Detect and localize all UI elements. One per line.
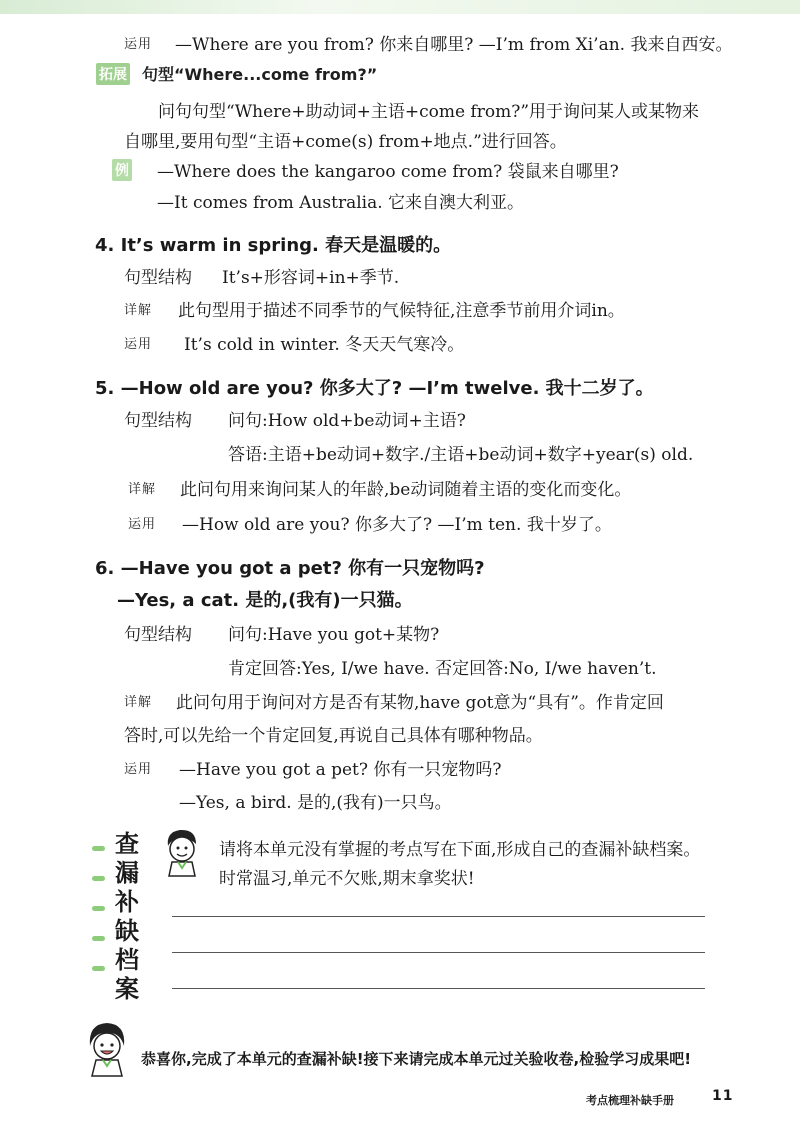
student-boy-icon <box>160 826 204 878</box>
section6-use-label: 运用 <box>124 762 153 777</box>
side-char-5: 档 <box>115 946 139 974</box>
section5-detail-label: 详解 <box>128 482 157 497</box>
writing-line-2[interactable] <box>172 952 705 953</box>
student-girl-icon <box>84 1020 130 1078</box>
side-dash-2 <box>92 876 105 881</box>
section6-heading-line1: 6. —Have you got a pet? 你有一只宠物吗? <box>95 558 485 579</box>
section6-answers: 肯定回答:Yes, I/we have. 否定回答:No, I/we haven’t. <box>228 659 657 679</box>
writing-line-1[interactable] <box>172 916 705 917</box>
congrats-message: 恭喜你,完成了本单元的查漏补缺!接下来请完成本单元过关验收卷,检验学习成果吧! <box>141 1050 692 1068</box>
section4-use-label: 运用 <box>124 337 153 352</box>
section6-detail-line1: 此问句用于询问对方是否有某物,have got意为“具有”。作肯定回 <box>176 693 664 713</box>
example-tag: 例 <box>112 159 132 181</box>
side-char-3: 补 <box>115 888 139 916</box>
section6-detail-label: 详解 <box>124 695 153 710</box>
section4-detail-label: 详解 <box>124 303 153 318</box>
section4-detail: 此句型用于描述不同季节的气候特征,注意季节前用介词in。 <box>178 301 625 321</box>
extension-tag: 拓展 <box>96 63 130 85</box>
extension-para-line1: 问句句型“Where+助动词+主语+come from?”用于询问某人或某物来 <box>158 102 700 122</box>
side-char-2: 漏 <box>115 859 139 887</box>
section6-use-question: —Have you got a pet? 你有一只宠物吗? <box>179 760 502 780</box>
section5-question: 问句:How old+be动词+主语? <box>228 411 466 431</box>
example-question: —Where does the kangaroo come from? 袋鼠来自哪里? <box>157 162 619 182</box>
section6-use-answer: —Yes, a bird. 是的,(我有)一只鸟。 <box>179 793 452 813</box>
section4-structure-label: 句型结构 <box>124 268 192 288</box>
extension-title-text: 句型“Where...come from?” <box>142 65 378 84</box>
footer-book-title: 考点梳理补缺手册 <box>586 1094 674 1107</box>
extension-para-line2: 自哪里,要用句型“主语+come(s) from+地点.”进行回答。 <box>124 132 567 152</box>
section6-detail-line2: 答时,可以先给一个肯定回复,再说自己具体有哪种物品。 <box>124 726 543 746</box>
side-dash-1 <box>92 846 105 851</box>
section6-question: 问句:Have you got+某物? <box>228 625 440 645</box>
top-decoration-band <box>0 0 800 14</box>
section4-use: It’s cold in winter. 冬天天气寒冷。 <box>184 335 465 355</box>
writing-line-3[interactable] <box>172 988 705 989</box>
section6-heading-line2: —Yes, a cat. 是的,(我有)一只猫。 <box>117 590 413 611</box>
side-dash-4 <box>92 936 105 941</box>
section6-structure-label: 句型结构 <box>124 625 192 645</box>
side-dash-3 <box>92 906 105 911</box>
section5-use-label: 运用 <box>128 517 157 532</box>
section4-heading: 4. It’s warm in spring. 春天是温暖的。 <box>95 235 452 256</box>
example-answer: —It comes from Australia. 它来自澳大利亚。 <box>157 193 525 213</box>
use-text: —Where are you from? 你来自哪里? —I’m from Xi’an. 我来自西安。 <box>175 35 733 55</box>
section5-detail: 此问句用来询问某人的年龄,be动词随着主语的变化而变化。 <box>180 480 632 500</box>
side-char-1: 查 <box>115 830 139 858</box>
extension-title <box>142 62 377 85</box>
section5-heading: 5. —How old are you? 你多大了? —I’m twelve. 我十二岁了。 <box>95 378 654 399</box>
section5-use: —How old are you? 你多大了? —I’m ten. 我十岁了。 <box>182 515 612 535</box>
use-label: 运用 <box>124 37 153 52</box>
side-char-6: 案 <box>115 975 139 1003</box>
review-instruction-line1: 请将本单元没有掌握的考点写在下面,形成自己的查漏补缺档案。 <box>219 840 701 860</box>
review-instruction-line2: 时常温习,单元不欠账,期末拿奖状! <box>219 869 475 889</box>
page-number: 11 <box>712 1088 734 1104</box>
section4-structure: It’s+形容词+in+季节. <box>222 268 400 288</box>
side-dash-5 <box>92 966 105 971</box>
section5-answer: 答语:主语+be动词+数字./主语+be动词+数字+year(s) old. <box>228 445 694 465</box>
section5-structure-label: 句型结构 <box>124 411 192 431</box>
side-char-4: 缺 <box>115 917 139 945</box>
